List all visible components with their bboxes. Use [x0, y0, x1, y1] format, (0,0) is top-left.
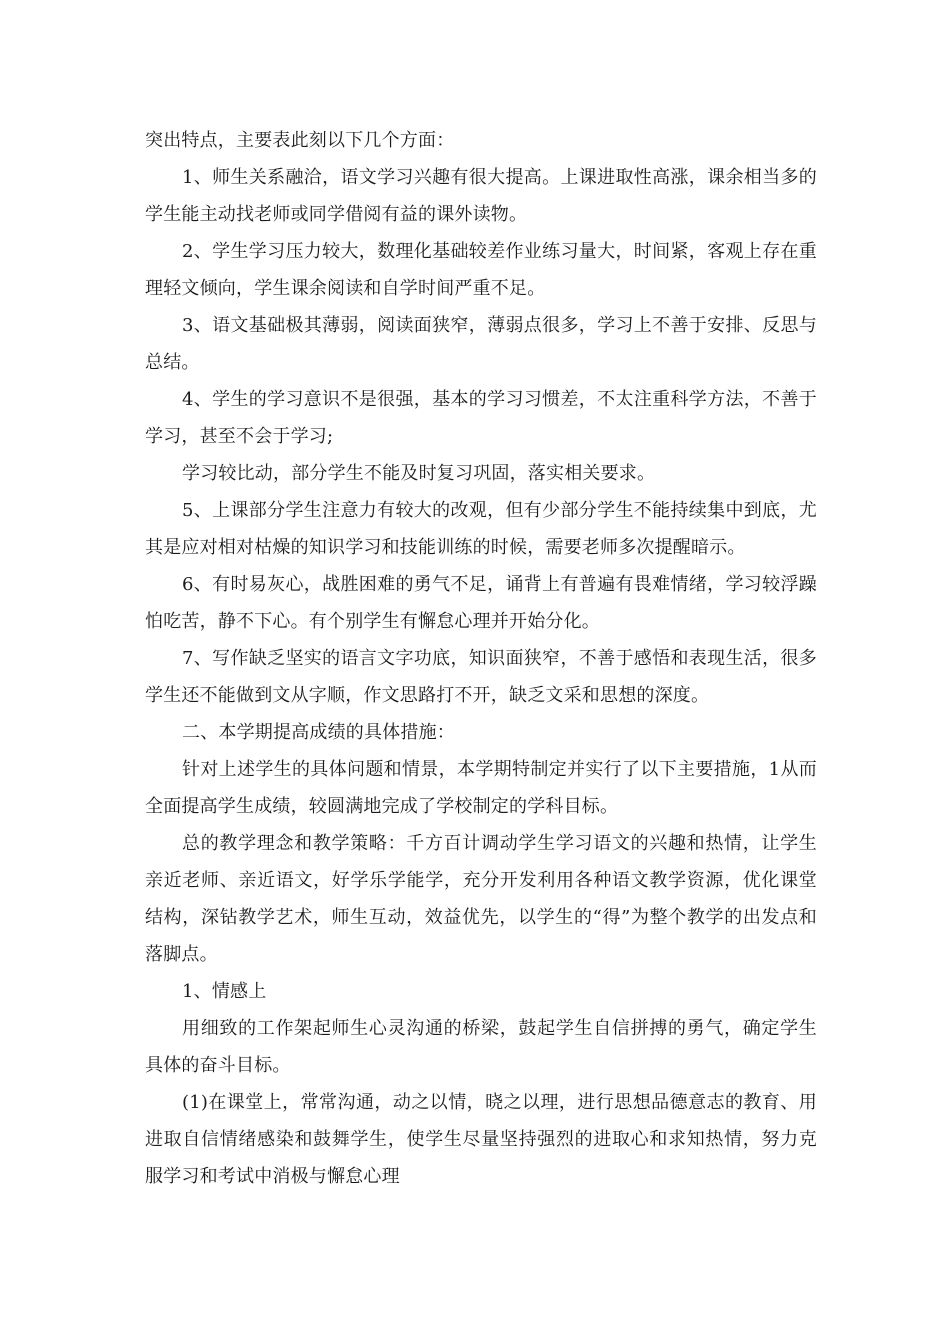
paragraph-point-4: 4、学生的学习意识不是很强，基本的学习习惯差，不太注重科学方法，不善于学习，甚至不会于学习; — [145, 389, 817, 447]
section-heading-measures: 二、本学期提高成绩的具体措施： — [182, 722, 455, 743]
paragraph-point-2: 2、学生学习压力较大，数理化基础较差作业练习量大，时间紧，客观上存在重理轻文倾向，学生课余阅读和自学时间严重不足。 — [145, 241, 817, 299]
paragraph-classroom-communication: (1)在课堂上，常常沟通，动之以情，晓之以理，进行思想品德意志的教育、用进取自信情绪感染和鼓舞学生，使学生尽量坚持强烈的进取心和求知热情，努力克服学习和考试中消极与懈怠心理 — [145, 1092, 817, 1187]
paragraph-intro: 突出特点，主要表此刻以下几个方面： — [145, 130, 455, 151]
document-body — [145, 122, 817, 1195]
paragraph-teaching-strategy: 总的教学理念和教学策略：千方百计调动学生学习语文的兴趣和热情，让学生亲近老师、亲近语文，好学乐学能学，充分开发利用各种语文教学资源，优化课堂结构，深钻教学艺术，师生互动，效益优先，以学生的“得”为整个教学的出发点和落脚点。 — [145, 833, 817, 965]
paragraph-measures-intro: 针对上述学生的具体问题和情景，本学期特制定并实行了以下主要措施，1从而全面提高学生成绩，较圆满地完成了学校制定的学科目标。 — [145, 759, 817, 817]
paragraph-point-1: 1、师生关系融洽，语文学习兴趣有很大提高。上课进取性高涨，课余相当多的学生能主动找老师或同学借阅有益的课外读物。 — [145, 167, 817, 225]
subheading-emotion: 1、情感上 — [182, 981, 267, 1002]
paragraph-point-5: 5、上课部分学生注意力有较大的改观，但有少部分学生不能持续集中到底，尤其是应对相对枯燥的知识学习和技能训练的时候，需要老师多次提醒暗示。 — [145, 500, 817, 558]
paragraph-point-7: 7、写作缺乏坚实的语言文字功底，知识面狭窄，不善于感悟和表现生活，很多学生还不能做到文从字顺，作文思路打不开，缺乏文采和思想的深度。 — [145, 648, 817, 706]
paragraph-emotion-bridge: 用细致的工作架起师生心灵沟通的桥梁，鼓起学生自信拼搏的勇气，确定学生具体的奋斗目标。 — [145, 1018, 817, 1076]
paragraph-point-3: 3、语文基础极其薄弱，阅读面狭窄，薄弱点很多，学习上不善于安排、反思与总结。 — [145, 315, 817, 373]
paragraph-point-6: 6、有时易灰心，战胜困难的勇气不足，诵背上有普遍有畏难情绪，学习较浮躁怕吃苦，静不下心。有个别学生有懈怠心理并开始分化。 — [145, 574, 817, 632]
paragraph-point-4-continued: 学习较比动，部分学生不能及时复习巩固，落实相关要求。 — [182, 463, 656, 484]
